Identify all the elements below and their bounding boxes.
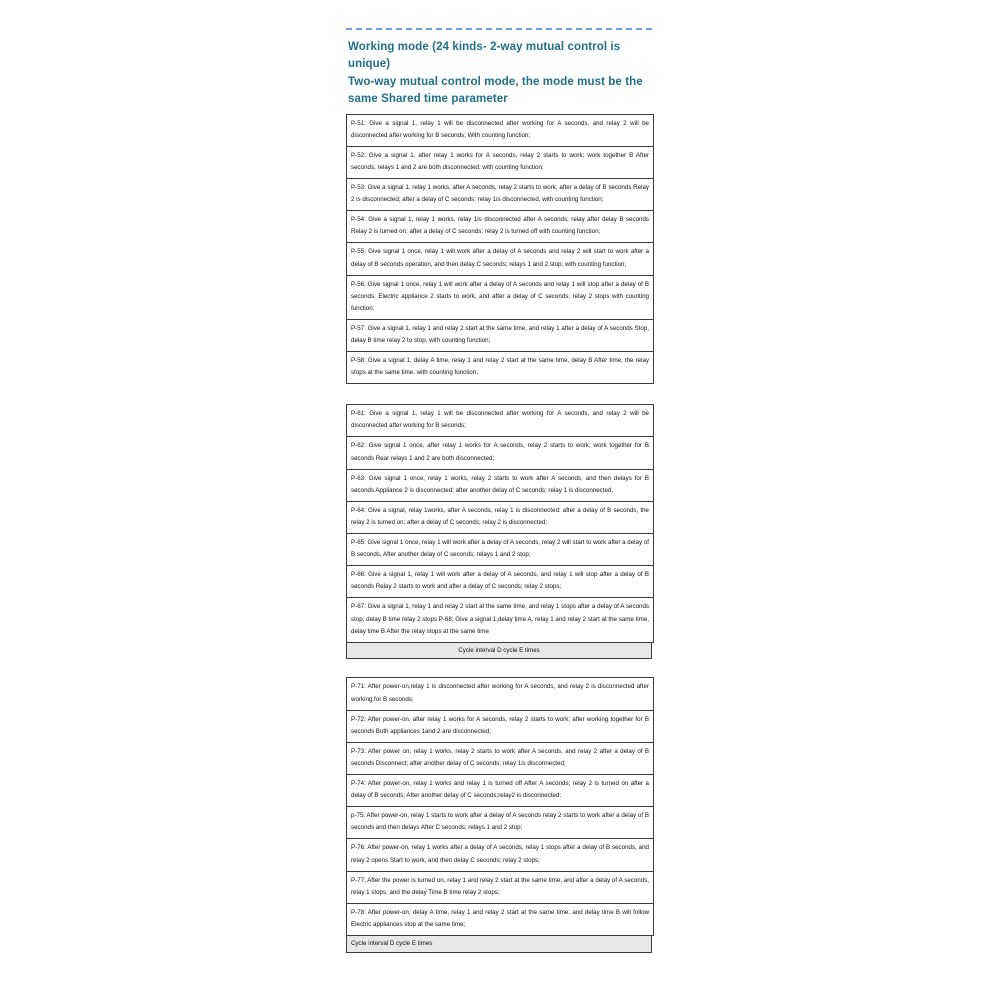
cycle-footer-p6x: Cycle interval D cycle E times xyxy=(346,643,652,660)
dashed-divider xyxy=(346,28,652,33)
document-sheet xyxy=(346,28,652,953)
table-row: P-53: Give a signal 1, relay 1 works, after A seconds, relay 2 starts to work, after a delay of B seconds Relay 2 is disconnected; after a delay of C seconds; relay 1is disconnected, with counting function; xyxy=(347,179,653,211)
table-row: P-74: After power-on, relay 1 works and relay 1 is turned off After A seconds; relay 2 is turned on after a delay of B seconds; After another delay of C seconds;relay2 is disconnected: xyxy=(347,775,653,807)
section-spacer xyxy=(346,384,652,398)
table-row: P-63: Give signal 1 once, relay 1 works, relay 2 starts to work after A seconds, and then delays for B seconds Appliance 2 is disconnected; after another delay of C seconds; relay 1 is disconnected, xyxy=(347,470,653,502)
table-row: P-52: Give a signal 1, after relay 1 works for A seconds, relay 2 starts to work; work together B After seconds, relays 1 and 2 are both disconnected; with counting function; xyxy=(347,147,653,179)
mode-table-p6x xyxy=(346,404,654,642)
table-row: P-51: Give a signal 1, relay 1 will be disconnected after working for A seconds, and relay 2 will be disconnected after working for B seconds; With counting function; xyxy=(347,115,653,147)
table-row: P-65: Give signal 1 once, relay 1 will work after a delay of A seconds, relay 2 will start to work after a delay of B seconds, After another delay of C seconds; relays 1 and 2 stop; xyxy=(347,534,653,566)
table-row: P-67: Give a signal 1, relay 1 and relay 2 start at the same time, and relay 1 stops after a delay of A seconds stop, delay B time relay 2 stops P-68: Give a signal 1,delay time A, relay 1 and relay 2 start at the same time, delay time B After the relay stops at the same time xyxy=(351,603,649,635)
table-row: P-64: Give a signal, relay 1works, after A seconds, relay 1 is disconnected: after a delay of B seconds, the relay 2 is turned on; after a delay of C seconds; relay 2 is disconnected; xyxy=(347,502,653,534)
table-row: P-61: Give a signal 1, relay 1 will be disconnected after working for A seconds, and relay 2 will be disconnected after working for B seconds; xyxy=(347,405,653,437)
table-row: P-76: After power-on, relay 1 works after a delay of A seconds, relay 1 stops after a delay of B seconds, and relay 2 opens Start to work, and then delay C seconds; relay 2 stops; xyxy=(347,839,653,871)
table-row: p-75: After power-on, relay 1 starts to work after a delay of A seconds relay 2 starts to work after a delay of B seconds and then delays After C seconds; relays 1 and 2 stop; xyxy=(347,807,653,839)
mode-table-p5x xyxy=(346,114,654,385)
cycle-footer-p7x: Cycle interval D cycle E times xyxy=(346,936,652,953)
table-row: P-58: Give a signal 1, delay A time, relay 1 and relay 2 start at the same time, delay B After time, the relay stops at the same time, with counting function; xyxy=(351,357,649,377)
table-row: P-62: Give signal 1 once, after relay 1 works for A seconds, relay 2 starts to work; work together for B seconds Rear relays 1 and 2 are both disconnected; xyxy=(347,437,653,469)
page-subtitle: Two-way mutual control mode, the mode must be the same Shared time parameter xyxy=(348,76,643,106)
table-row: P-77: After the power is turned on, relay 1 and relay 2 start at the same time, and after a delay of A seconds, relay 1 stops, and the delay Time B time relay 2 stops; xyxy=(347,872,653,904)
table-row: P-55: Give signal 1 once, relay 1 will work after a delay of A seconds and relay 2 will start to work after a delay of B seconds operation, and then delay C seconds; relays 1 and 2 stop, with counting function; xyxy=(347,243,653,275)
mode-table-p7x xyxy=(346,677,654,936)
table-row: P-72: After power-on, after relay 1 works for A seconds, relay 2 starts to work; after working together for B seconds Both appliances 1and 2 are disconnected; xyxy=(347,711,653,743)
table-row: P-56: Give signal 1 once, relay 1 will work after a delay of A seconds and relay 1 will stop after a delay of B seconds. Electric appliance 2 starts to work, and after a delay of C seconds; relay 2 stops with counting function; xyxy=(347,276,653,320)
table-row: P-66: Give a signal 1, relay 1 will work after a delay of A seconds, and relay 1 will stop after a delay of B seconds Relay 2 starts to work and after a delay of C seconds; relay 2 stops; xyxy=(347,566,653,598)
page-title: Working mode (24 kinds- 2-way mutual control is unique) xyxy=(348,41,621,70)
table-row: P-71: After power-on,relay 1 is disconnected after working for A seconds, and relay 2 is disconnected after working for B seconds; xyxy=(347,678,653,710)
section-spacer xyxy=(346,659,652,671)
table-row: P-73: After power on, relay 1 works, relay 2 starts to work after A seconds, and relay 2 after a delay of B seconds Disconnect; after another delay of C seconds; relay 1is disconnected; xyxy=(347,743,653,775)
table-row: P-57: Give a signal 1, relay 1 and relay 2 start at the same time, and relay 1 after a delay of A seconds Stop, delay B time relay 2 to stop, with counting function; xyxy=(347,320,653,352)
table-row: P-78: After power-on, delay A time, relay 1 and relay 2 start at the same time, and delay time B will follow Electric appliances stop at the same time; xyxy=(351,908,649,928)
table-row: P-54: Give a signal 1, relay 1 works. relay 1is disconnected after A seconds; relay after delay B seconds Relay 2 is turned on; after a delay of C seconds; relay 2 is turned off with counting function; xyxy=(347,211,653,243)
